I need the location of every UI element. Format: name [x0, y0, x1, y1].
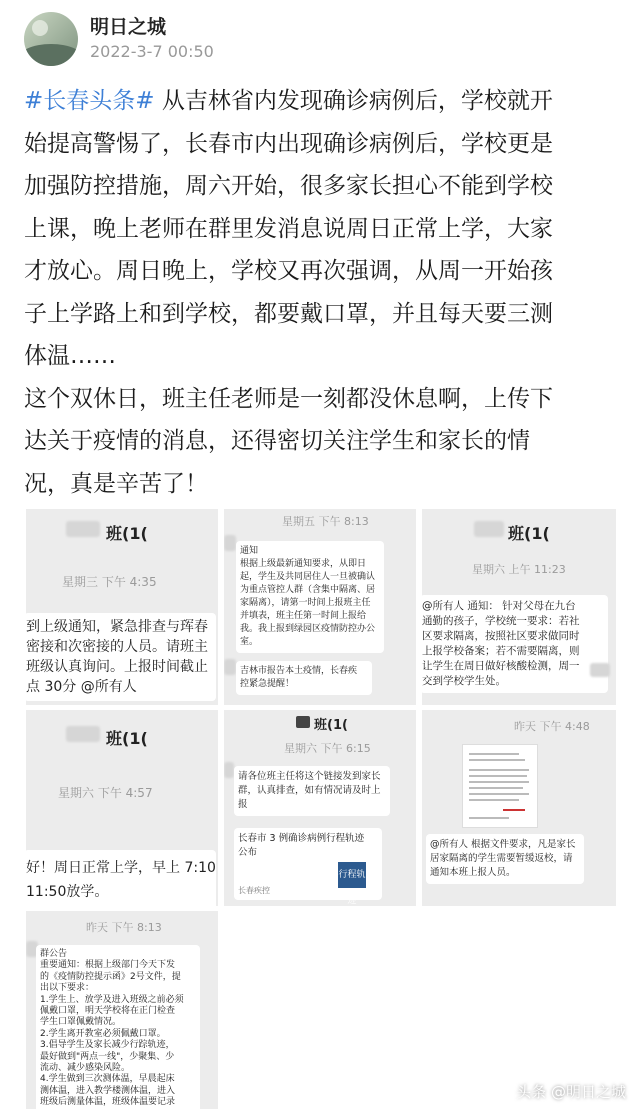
- class-name: 班(1(: [508, 524, 550, 543]
- message-line: 居家隔离的学生需要暂缓返校，请: [430, 853, 573, 864]
- blurred-avatar: [296, 716, 310, 728]
- chat-screenshot-2[interactable]: [224, 509, 416, 705]
- post-line: 况，真是辛苦了！: [24, 470, 208, 497]
- message-time: 星期六 上午 11:23: [472, 563, 566, 576]
- message-bubble: [426, 834, 584, 884]
- message-time: 昨天 下午 8:13: [86, 921, 162, 934]
- message-line: 报: [238, 799, 248, 810]
- blurred-avatar: [224, 535, 236, 551]
- message-line: 密接和次密接的人员。请班主: [26, 639, 208, 655]
- chat-screenshot-7[interactable]: [26, 911, 218, 1109]
- message-line: 根据上级最新通知要求，从即日: [240, 559, 367, 569]
- message-line: 11:50放学。: [26, 884, 109, 900]
- message-line: 交到学校学生处。: [422, 675, 506, 687]
- message-line: 控紧急提醒！: [240, 679, 295, 689]
- post-header: [0, 0, 640, 75]
- hashtag-link[interactable]: #长春头条#: [24, 88, 155, 114]
- author-name[interactable]: 明日之城: [90, 16, 167, 38]
- message-line: 到上级通知，紧急排查与珲春: [26, 619, 208, 635]
- chat-screenshot-1[interactable]: [26, 509, 218, 705]
- link-source: 长春疾控: [238, 886, 270, 895]
- message-line: 测体温，进入教学楼测体温，进入: [40, 1085, 176, 1096]
- post-time: 2022-3-7 00:50: [90, 42, 214, 61]
- message-line: 并填表，班主任第一时间上报给: [240, 611, 367, 621]
- message-line: 佩戴口罩，明天学校将在正门检查: [40, 1006, 176, 1017]
- blurred-avatar: [224, 762, 234, 778]
- message-line: @所有人 通知： 针对父母在九台: [422, 600, 576, 612]
- message-line: 室。: [240, 637, 259, 647]
- post-line: 从吉林省内发现确诊病例后，学校就开: [161, 88, 553, 114]
- announcement-bubble: [36, 945, 200, 1109]
- message-line: 点 30分 @所有人: [26, 679, 137, 695]
- link-card[interactable]: [234, 828, 382, 906]
- post-line: 加强防控措施，周六开始，很多家长担心不能到学校: [24, 173, 553, 199]
- message-line: 出以下要求：: [40, 983, 95, 994]
- message-bubble: [236, 541, 384, 653]
- message-bubble: [422, 595, 608, 693]
- message-line: 请各位班主任将这个链接发到家长: [238, 771, 381, 782]
- message-bubble: [26, 850, 216, 906]
- message-line: 通知本班上报人员。: [430, 867, 516, 878]
- message-bubble: [234, 766, 390, 816]
- message-line: 学生口罩佩戴情况。: [40, 1017, 122, 1028]
- class-name: 班(1(: [106, 729, 148, 748]
- link-card-title: 公布: [238, 847, 258, 858]
- message-line: 4.学生做到三次测体温，早晨起床: [40, 1074, 175, 1085]
- message-line: 通勤的孩子，学校统一要求：若社: [422, 615, 580, 627]
- post-body: [24, 80, 620, 505]
- image-grid: [26, 509, 616, 1109]
- message-line: 为重点管控人群（含集中隔离、居: [240, 585, 376, 595]
- blurred-avatar: [590, 663, 610, 677]
- message-time: 星期六 下午 6:15: [284, 742, 371, 755]
- message-line: 2.学生离开教室必须佩戴口罩。: [40, 1028, 166, 1039]
- chat-screenshot-5[interactable]: [224, 710, 416, 906]
- link-thumbnail: 行程轨迹: [338, 862, 366, 888]
- document-image[interactable]: [462, 744, 538, 828]
- message-line: 群公告: [40, 949, 68, 959]
- message-time: 星期三 下午 4:35: [62, 575, 157, 589]
- blurred-avatar: [474, 521, 504, 537]
- message-line: 我。我上报到绿园区疫情防控办公: [240, 624, 376, 634]
- message-line: @所有人 根据文件要求，凡是家长: [430, 839, 576, 850]
- class-name: 班(1(: [106, 524, 148, 543]
- avatar[interactable]: [24, 12, 78, 66]
- message-line: 通知: [240, 546, 259, 556]
- message-line: 区要求隔离，按照社区要求做同时: [422, 630, 580, 642]
- message-line: 班级后测量体温，班级体温要记录: [40, 1097, 176, 1108]
- post-paragraph-2: [24, 378, 620, 506]
- message-line: 最好做到"两点一线"，少聚集、少: [40, 1051, 175, 1062]
- message-line: 重要通知：根据上级部门今天下发: [40, 960, 176, 971]
- message-line: 1.学生上、放学及进入班级之前必须: [40, 994, 184, 1005]
- chat-screenshot-6[interactable]: [422, 710, 616, 906]
- message-time: 星期六 下午 4:57: [58, 786, 153, 800]
- message-line: 让学生在周日做好核酸检测，周一: [422, 660, 580, 672]
- message-line: 3.倡导学生及家长减少行踪轨迹，: [40, 1040, 175, 1051]
- post-line: 体温……: [24, 343, 116, 369]
- post-line: 这个双休日，班主任老师是一刻都没休息啊，上传下: [24, 385, 553, 412]
- message-line: 起，学生及共同居住人一旦被确认: [240, 572, 376, 582]
- post-line: 上课，晚上老师在群里发消息说周日正常上学，大家: [24, 215, 553, 242]
- message-line: 好！周日正常上学，早上 7:10: [26, 860, 216, 876]
- message-line: 群，认真排查，如有情况请及时上: [238, 785, 381, 796]
- avatar-sky: [32, 20, 48, 36]
- message-line: 吉林市报告本土疫情，长春疾: [240, 666, 358, 676]
- avatar-hill: [24, 44, 78, 66]
- post-paragraph-1: [24, 80, 620, 378]
- message-bubble: [26, 613, 216, 701]
- post-line: 子上学路上和到学校，都要戴口罩，并且每天要三测: [24, 300, 553, 327]
- post-line: 始提高警惕了，长春市内出现确诊病例后，学校更是: [24, 130, 553, 157]
- link-card[interactable]: [236, 661, 372, 695]
- message-line: 流动、减少感染风险。: [40, 1063, 131, 1074]
- message-line: 的《疫情防控提示函》2号文件，提: [40, 971, 181, 982]
- chat-screenshot-4[interactable]: [26, 710, 218, 906]
- watermark: 头条 @明日之城: [516, 1083, 626, 1101]
- message-line: 家隔离），请第一时间上报班主任: [240, 598, 371, 608]
- message-time: 星期五 下午 8:13: [282, 515, 369, 528]
- post-line: 才放心。周日晚上，学校又再次强调，从周一开始孩: [24, 258, 553, 284]
- blurred-avatar: [66, 521, 100, 537]
- message-line: 班级认真询问。上报时间截止: [26, 659, 208, 675]
- post-line: 达关于疫情的消息，还得密切关注学生和家长的情: [24, 428, 530, 454]
- class-name: 班(1(: [314, 718, 348, 733]
- message-time: 昨天 下午 4:48: [514, 720, 590, 733]
- chat-screenshot-3[interactable]: [422, 509, 616, 705]
- blurred-avatar: [224, 659, 236, 675]
- link-card-title: 长春市 3 例确诊病例行程轨迹: [238, 833, 365, 844]
- message-line: 上报学校备案；若不需要隔离，则: [422, 645, 580, 657]
- blurred-avatar: [66, 726, 100, 742]
